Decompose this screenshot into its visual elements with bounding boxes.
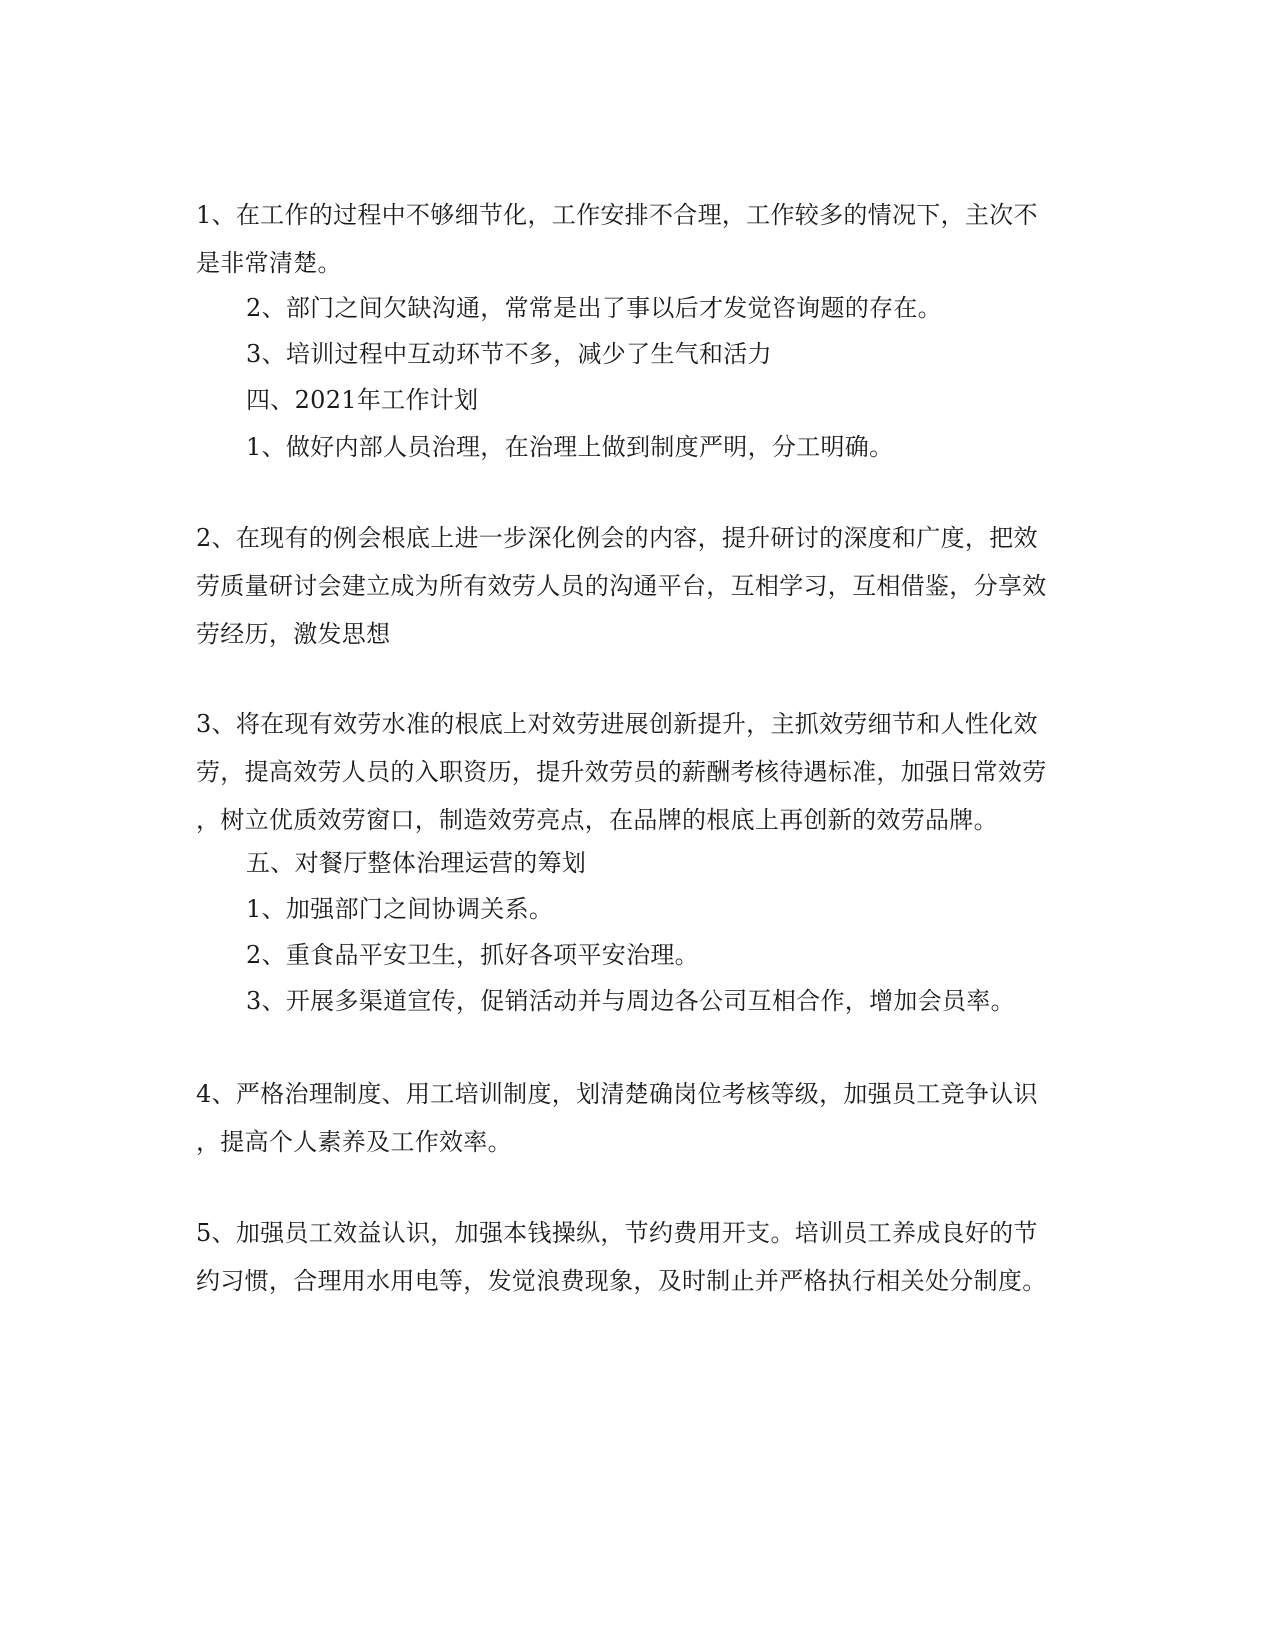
paragraph-line: 是非常清楚。 [196,249,342,277]
paragraph-12 [196,1070,1076,1166]
paragraph-13 [196,1209,1076,1305]
paragraph-line: 劳，提高效劳人员的入职资历，提升效劳员的薪酬考核待遇标准，加强日常效劳 [196,758,1047,786]
paragraph-10 [246,931,1076,979]
paragraph-line: 四、2021年工作计划 [246,386,479,414]
paragraph-line: 4、严格治理制度、用工培训制度，划清楚确岗位考核等级，加强员工竞争认识 [196,1080,1038,1108]
paragraph-6 [196,514,1076,658]
paragraph-line: 2、重食品平安卫生，抓好各项平安治理。 [246,941,699,969]
paragraph-line: 1、加强部门之间协调关系。 [246,895,554,923]
paragraph-line: 1、在工作的过程中不够细节化，工作安排不合理，工作较多的情况下，主次不 [196,201,1038,229]
paragraph-5 [246,423,1076,471]
section-heading-5 [246,839,1076,887]
paragraph-line: 2、部门之间欠缺沟通，常常是出了事以后才发觉咨询题的存在。 [246,294,942,322]
paragraph-line: 五、对餐厅整体治理运营的筹划 [246,849,587,877]
paragraph-line: 劳质量研讨会建立成为所有效劳人员的沟通平台，互相学习，互相借鉴，分享效 [196,572,1047,600]
paragraph-line: 约习惯，合理用水用电等，发觉浪费现象，及时制止并严格执行相关处分制度。 [196,1267,1047,1295]
paragraph-line: 2、在现有的例会根底上进一步深化例会的内容，提升研讨的深度和广度，把效 [196,524,1038,552]
paragraph-line: 3、开展多渠道宣传，促销活动并与周边各公司互相合作，增加会员率。 [246,987,1015,1015]
paragraph-line: ，树立优质效劳窗口，制造效劳亮点，在品牌的根底上再创新的效劳品牌。 [196,806,998,834]
paragraph-line: ，提高个人素养及工作效率。 [196,1128,512,1156]
paragraph-line: 3、将在现有效劳水准的根底上对效劳进展创新提升，主抓效劳细节和人性化效 [196,710,1038,738]
paragraph-2 [246,284,1076,332]
paragraph-3 [246,330,1076,378]
paragraph-line: 劳经历，激发思想 [196,620,391,648]
paragraph-7 [196,700,1076,844]
paragraph-line: 1、做好内部人员治理，在治理上做到制度严明，分工明确。 [246,433,894,461]
section-heading-4 [246,376,1076,424]
paragraph-1 [196,191,1076,287]
paragraph-9 [246,885,1076,933]
paragraph-11 [246,977,1076,1025]
paragraph-line: 3、培训过程中互动环节不多，减少了生气和活力 [246,340,772,368]
paragraph-line: 5、加强员工效益认识，加强本钱操纵，节约费用开支。培训员工养成良好的节 [196,1219,1038,1247]
